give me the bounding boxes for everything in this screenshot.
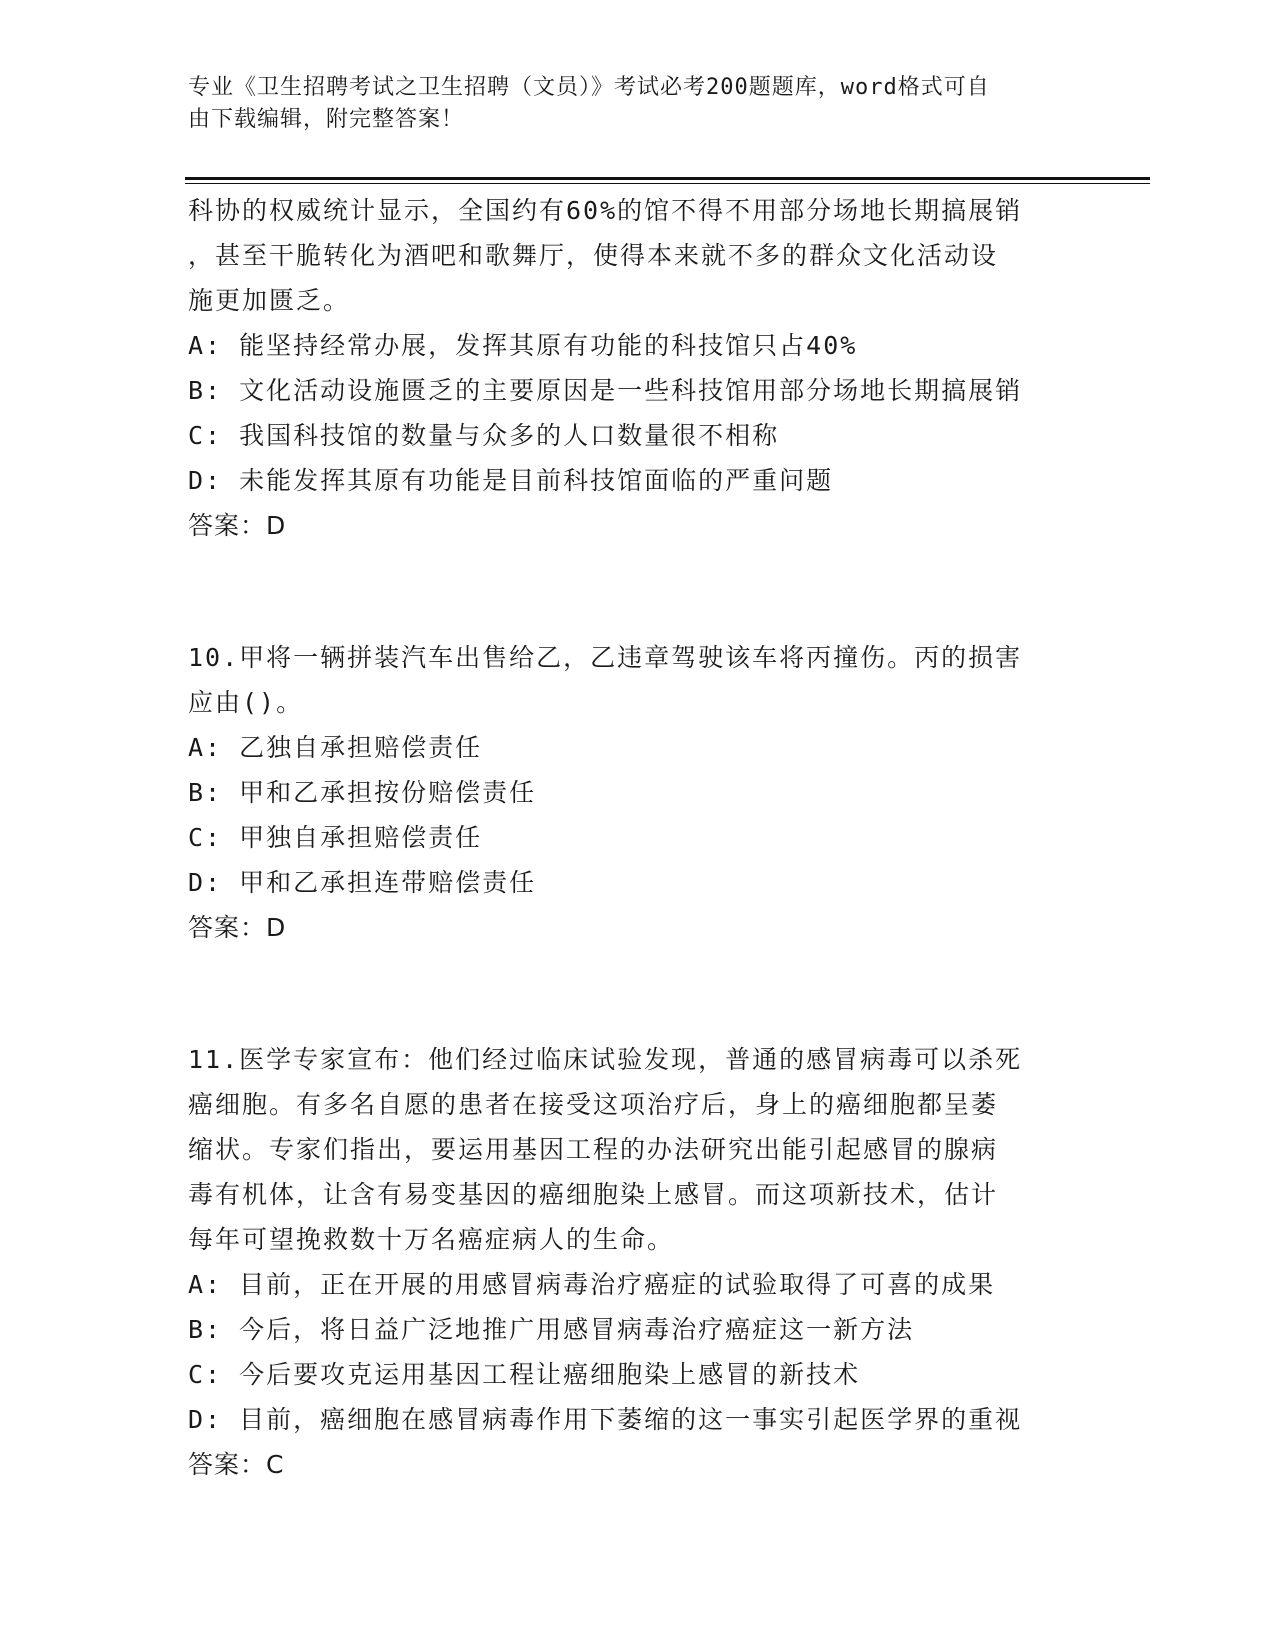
option-d: D: 目前，癌细胞在感冒病毒作用下萎缩的这一事实引起医学界的重视 bbox=[188, 1405, 1023, 1434]
option-b: B: 今后，将日益广泛地推广用感冒病毒治疗癌症这一新方法 bbox=[188, 1315, 915, 1344]
question-10 bbox=[188, 635, 1108, 950]
header-line-1: 专业《卫生招聘考试之卫生招聘（文员）》考试必考200题题库，word格式可自 bbox=[188, 75, 990, 100]
question-stem-line: 癌细胞。有多名自愿的患者在接受这项治疗后，身上的癌细胞都呈萎 bbox=[188, 1090, 999, 1119]
answer-line: 答案：D bbox=[188, 511, 287, 540]
question-stem-line: 10.甲将一辆拼装汽车出售给乙，乙违章驾驶该车将丙撞伤。丙的损害 bbox=[188, 643, 1023, 672]
question-prev bbox=[188, 188, 1108, 548]
question-stem-line: 缩状。专家们指出，要运用基因工程的办法研究出能引起感冒的腺病 bbox=[188, 1135, 999, 1164]
option-c: C: 我国科技馆的数量与众多的人口数量很不相称 bbox=[188, 421, 780, 450]
question-stem-line: ，甚至干脆转化为酒吧和歌舞厅，使得本来就不多的群众文化活动设 bbox=[188, 241, 999, 270]
header-line-2: 由下载编辑，附完整答案！ bbox=[188, 107, 465, 132]
question-stem-line: 11.医学专家宣布：他们经过临床试验发现，普通的感冒病毒可以杀死 bbox=[188, 1045, 1023, 1074]
question-stem-line: 施更加匮乏。 bbox=[188, 286, 351, 315]
question-stem-line: 科协的权威统计显示，全国约有60%的馆不得不用部分场地长期搞展销 bbox=[188, 196, 1023, 225]
option-a: A: 能坚持经常办展，发挥其原有功能的科技馆只占40% bbox=[188, 331, 858, 360]
document-header bbox=[188, 72, 1068, 136]
answer-line: 答案：D bbox=[188, 913, 287, 942]
question-stem-line: 每年可望挽救数十万名癌症病人的生命。 bbox=[188, 1225, 675, 1254]
question-spacer bbox=[188, 548, 1108, 635]
option-c: C: 甲独自承担赔偿责任 bbox=[188, 823, 483, 852]
header-divider-thin bbox=[185, 183, 1150, 184]
option-b: B: 甲和乙承担按份赔偿责任 bbox=[188, 778, 537, 807]
option-c: C: 今后要攻克运用基因工程让癌细胞染上感冒的新技术 bbox=[188, 1360, 861, 1389]
option-a: A: 目前，正在开展的用感冒病毒治疗癌症的试验取得了可喜的成果 bbox=[188, 1270, 996, 1299]
option-d: D: 未能发挥其原有功能是目前科技馆面临的严重问题 bbox=[188, 466, 834, 495]
question-spacer bbox=[188, 950, 1108, 1037]
document-body bbox=[188, 188, 1108, 1487]
question-11 bbox=[188, 1037, 1108, 1487]
question-stem-line: 应由()。 bbox=[188, 688, 304, 717]
answer-line: 答案：C bbox=[188, 1450, 285, 1479]
option-b: B: 文化活动设施匮乏的主要原因是一些科技馆用部分场地长期搞展销 bbox=[188, 376, 1023, 405]
question-stem-line: 毒有机体，让含有易变基因的癌细胞染上感冒。而这项新技术，估计 bbox=[188, 1180, 999, 1209]
option-d: D: 甲和乙承担连带赔偿责任 bbox=[188, 868, 537, 897]
option-a: A: 乙独自承担赔偿责任 bbox=[188, 733, 483, 762]
header-divider-thick bbox=[185, 177, 1150, 180]
